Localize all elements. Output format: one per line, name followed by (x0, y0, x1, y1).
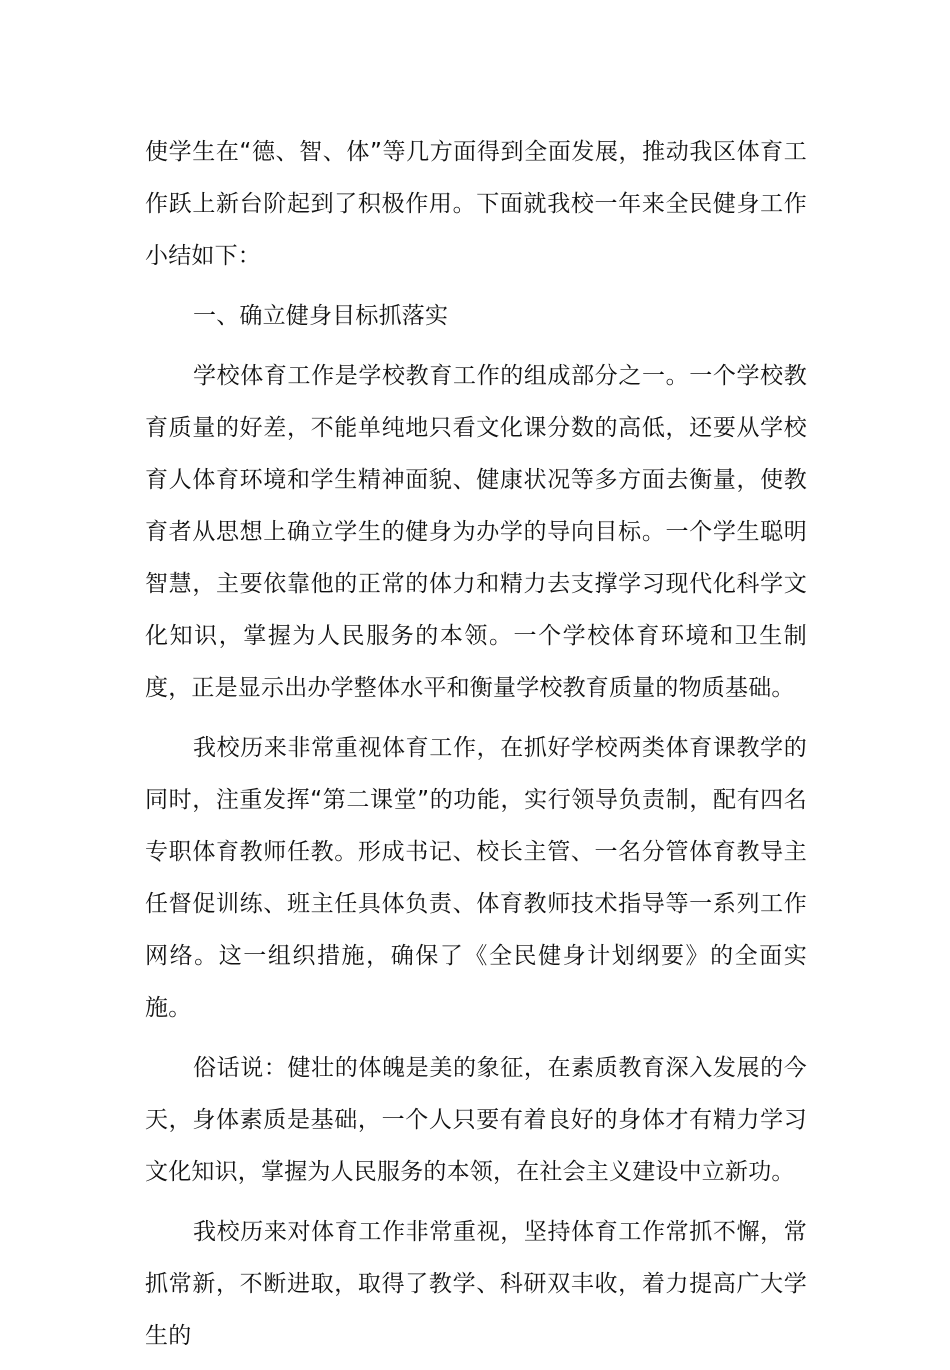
paragraph-organization: 我校历来非常重视体育工作，在抓好学校两类体育课教学的同时，注重发挥“第二课堂”的功能，实行领导负责制，配有四名专职体育教师任教。形成书记、校长主管、一名分管体育教导主任督促训练、班主任具体负责、体育教师技术指导等一系列工作网络。这一组织措施，确保了《全民健身计划纲要》的全面实施。 (145, 735, 807, 1021)
section-heading: 一、确立健身目标抓落实 (193, 303, 449, 329)
paragraph-goal: 学校体育工作是学校教育工作的组成部分之一。一个学校教育质量的好差，不能单纯地只看文化课分数的高低，还要从学校育人体育环境和学生精神面貌、健康状况等多方面去衡量，使教育者从思想上确立学生的健身为办学的导向目标。一个学生聪明智慧，主要依靠他的正常的体力和精力去支撑学习现代化科学文化知识，掌握为人民服务的本领。一个学校体育环境和卫生制度，正是显示出办学整体水平和衡量学校教育质量的物质基础。 (145, 363, 807, 701)
paragraph-closing: 我校历来对体育工作非常重视，坚持体育工作常抓不懈，常抓常新，不断进取，取得了教学、科研双丰收，着力提高广大学生的 (145, 1219, 807, 1349)
document-body (145, 126, 807, 1370)
paragraph-saying: 俗话说：健壮的体魄是美的象征，在素质教育深入发展的今天，身体素质是基础，一个人只要有着良好的身体才有精力学习文化知识，掌握为人民服务的本领，在社会主义建设中立新功。 (145, 1055, 807, 1185)
paragraph-continuation: 使学生在“德、智、体”等几方面得到全面发展，推动我区体育工作跃上新台阶起到了积极作用。下面就我校一年来全民健身工作小结如下： (145, 139, 807, 269)
